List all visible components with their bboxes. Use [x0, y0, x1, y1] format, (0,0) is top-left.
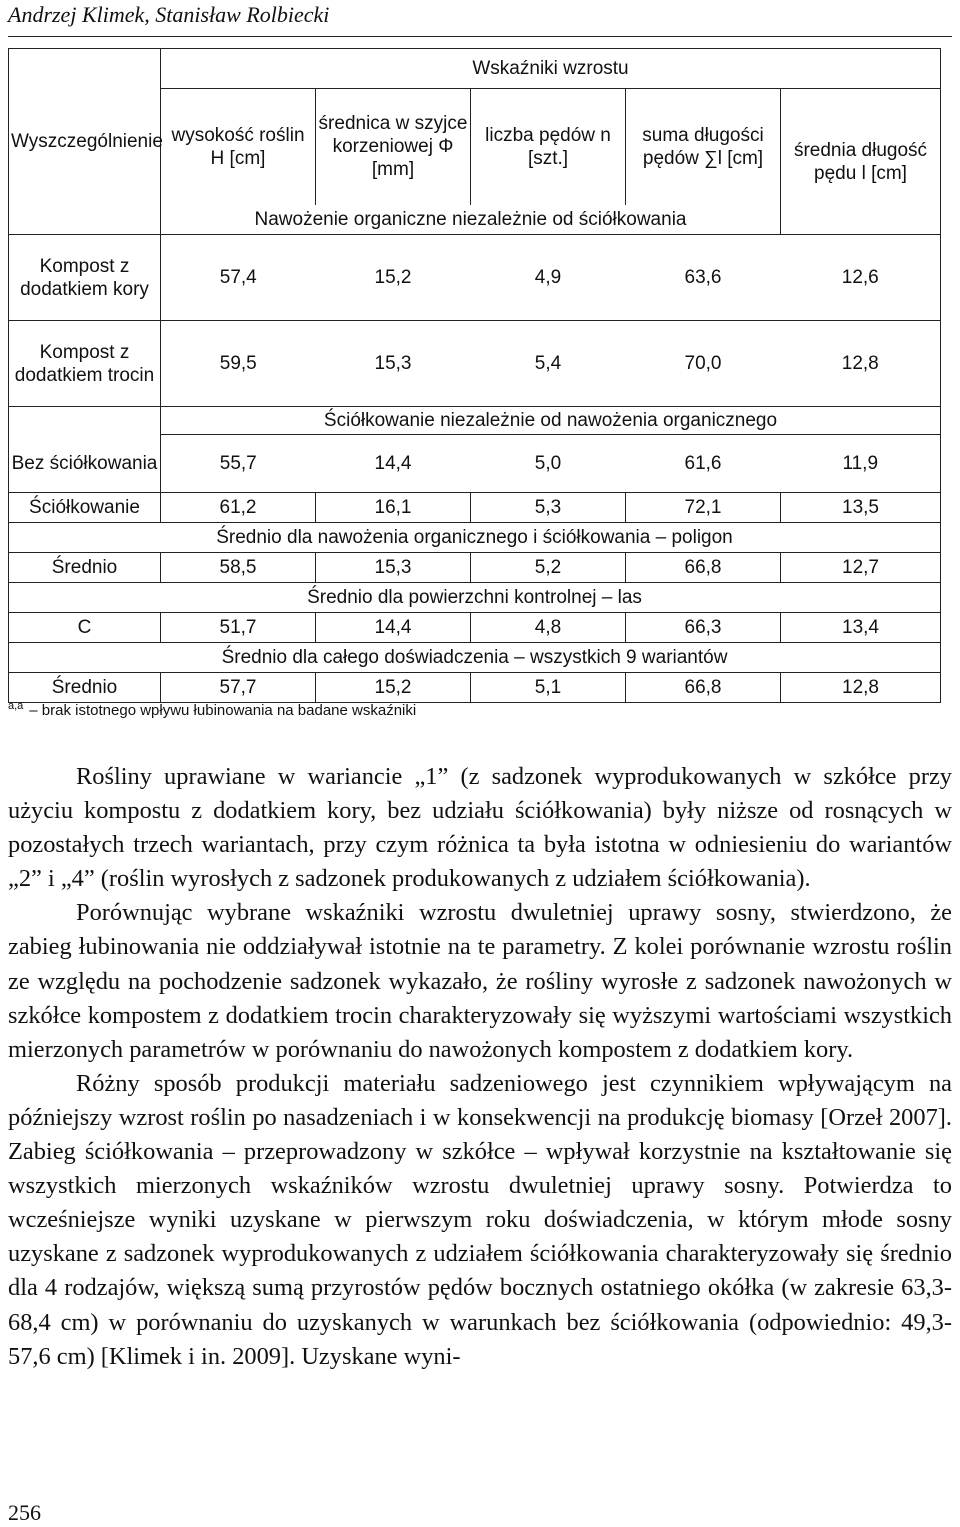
table-footnote [8, 700, 416, 719]
cell-value: 14,4 [316, 613, 471, 643]
cell-value: 55,7 [161, 435, 316, 493]
cell-value: 66,8 [626, 673, 781, 703]
section-title: Średnio dla powierzchni kontrolnej – las [9, 583, 941, 613]
row-label: C [9, 613, 161, 643]
cell-value: 66,8 [626, 553, 781, 583]
body-text [8, 760, 952, 1374]
row-label: Średnio [9, 673, 161, 703]
cell-value: 15,3 [316, 553, 471, 583]
col-header-sum-length: suma długości pędów ∑l [cm] [626, 89, 781, 205]
footnote-mark: a,a [8, 700, 24, 712]
row-label: Kompost z dodatkiem kory [9, 235, 161, 321]
header-rule [8, 36, 952, 37]
cell-value: 72,1 [626, 493, 781, 523]
cell-value: 61,6 [626, 435, 781, 493]
footnote-text: – brak istotnego wpływu łubinowania na badane wskaźniki [29, 702, 417, 719]
cell-value: 13,4 [781, 613, 941, 643]
cell-value: 61,2 [161, 493, 316, 523]
section-title: Ściółkowanie niezależnie od nawożenia organicznego [161, 407, 941, 435]
cell-value: 66,3 [626, 613, 781, 643]
cell-value: 15,3 [316, 321, 471, 407]
cell-value: 15,2 [316, 673, 471, 703]
cell-value: 63,6 [626, 235, 781, 321]
paragraph: Porównując wybrane wskaźniki wzrostu dwuletniej uprawy sosny, stwierdzono, że zabieg łubinowania nie oddziaływał istotnie na te parametry. Z kolei porównanie wzrostu roślin ze względu na pochodzenie sadzonek wykazało, że rośliny wyrosłe z sadzonek nawożonych w szkółce kompostem z dodatkiem trocin charakteryzowały się wyższymi wartościami wszystkich mierzonych parametrów w porównaniu do nawożonych kompostem z dodatkiem kory. [8, 899, 952, 1063]
page-number: 256 [8, 1500, 41, 1525]
cell-value: 12,8 [781, 673, 941, 703]
section-title: Średnio dla nawożenia organicznego i ściółkowania – poligon [9, 523, 941, 553]
col-header-height: wysokość roślin H [cm] [161, 89, 316, 205]
cell-value: 5,2 [471, 553, 626, 583]
cell-value: 58,5 [161, 553, 316, 583]
cell-value: 13,5 [781, 493, 941, 523]
results-table [8, 48, 941, 703]
cell-value: 14,4 [316, 435, 471, 493]
cell-value: 12,7 [781, 553, 941, 583]
col-header-diameter: średnica w szyjce korzeniowej Φ [mm] [316, 89, 471, 205]
col-header-label: Wyszczególnienie [9, 49, 161, 235]
cell-value: 57,7 [161, 673, 316, 703]
cell-value: 12,6 [781, 235, 941, 321]
cell-value: 5,1 [471, 673, 626, 703]
row-label: Kompost z dodatkiem trocin [9, 321, 161, 407]
cell-value: 59,5 [161, 321, 316, 407]
cell-value: 5,4 [471, 321, 626, 407]
cell-value: 4,9 [471, 235, 626, 321]
cell-value: 5,3 [471, 493, 626, 523]
cell-value: 70,0 [626, 321, 781, 407]
cell-value: 51,7 [161, 613, 316, 643]
running-head: Andrzej Klimek, Stanisław Rolbiecki [8, 2, 330, 27]
cell-value: 16,1 [316, 493, 471, 523]
cell-value: 57,4 [161, 235, 316, 321]
row-label: Ściółkowanie [9, 493, 161, 523]
section-title: Nawożenie organiczne niezależnie od ściółkowania [161, 205, 781, 235]
cell-value: 15,2 [316, 235, 471, 321]
paragraph: Różny sposób produkcji materiału sadzeniowego jest czynnikiem wpływającym na późniejszy wzrost roślin po nasadzeniach i w konsekwencji na produkcję biomasy [Orzeł 2007]. Zabieg ściółkowania – przeprowadzony w szkółce – wpływał korzystnie na kształtowanie się wszystkich mierzonych wskaźników wzrostu dwuletniej uprawy sosny. Potwierdza to wcześniejsze wyniki uzyskane w pierwszym roku doświadczenia, w którym młode sosny uzyskane z sadzonek wyprodukowanych z udziałem ściółkowania charakteryzowały się średnio dla 4 rodzajów, większą sumą przyrostów pędów bocznych ostatniego okółka (w zakresie 63,3-68,4 cm) w porównaniu do uzyskanych w warunkach bez ściółkowania (odpowiednio: 49,3-57,6 cm) [Klimek i in. 2009]. Uzyskane wyni- [8, 1069, 952, 1370]
cell-value: 4,8 [471, 613, 626, 643]
row-label: Średnio [9, 553, 161, 583]
row-label-spacer [9, 407, 161, 435]
cell-value: 12,8 [781, 321, 941, 407]
group-header: Wskaźniki wzrostu [161, 49, 941, 89]
cell-value: 5,0 [471, 435, 626, 493]
section-title: Średnio dla całego doświadczenia – wszystkich 9 wariantów [9, 643, 941, 673]
col-header-mean-length: średnia długość pędu l [cm] [781, 89, 941, 235]
col-header-shoots: liczba pędów n [szt.] [471, 89, 626, 205]
row-label: Bez ściółkowania [9, 435, 161, 493]
paragraph: Rośliny uprawiane w wariancie „1” (z sadzonek wyprodukowanych w szkółce przy użyciu kompostu z dodatkiem kory, bez udziału ściółkowania) były niższe od rosnących w pozostałych trzech wariantach, przy czym różnica ta była istotna w odniesieniu do wariantów „2” i „4” (roślin wyrosłych z sadzonek produkowanych z udziałem ściółkowania). [8, 763, 952, 893]
cell-value: 11,9 [781, 435, 941, 493]
